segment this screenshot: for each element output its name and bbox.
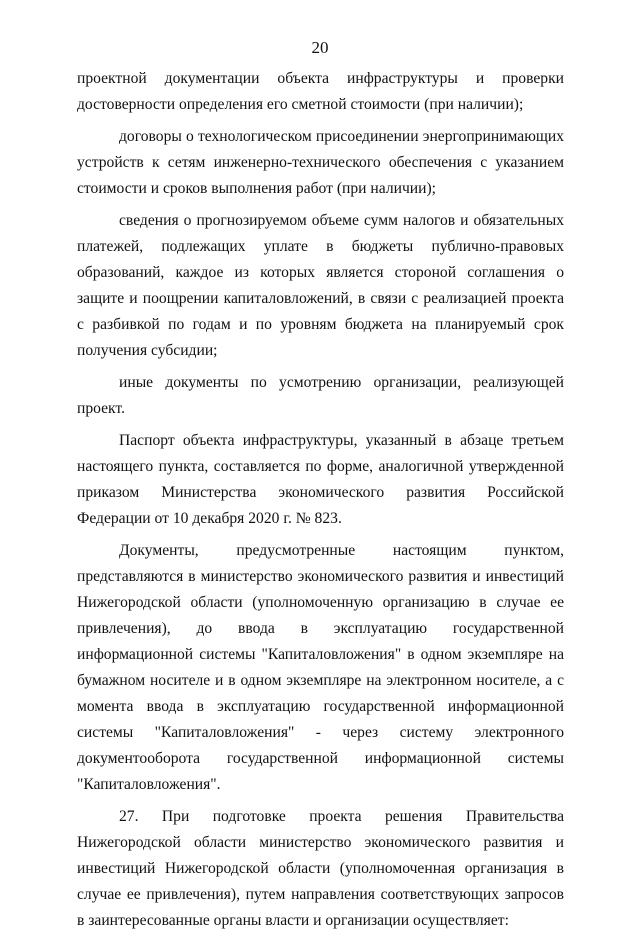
page-number: 20 bbox=[311, 38, 329, 57]
paragraph: иные документы по усмотрению организации, реализующей проект. bbox=[77, 374, 564, 417]
paragraph: договоры о технологическом присоединении энергопринимающих устройств к сетям инженерно-технического обеспечения с указанием стоимости и сроков выполнения работ (при наличии); bbox=[77, 128, 564, 197]
document-body bbox=[77, 66, 564, 934]
paragraph-section-27: 27. При подготовке проекта решения Правительства Нижегородской области министерство экономического развития и инвестиций Нижегородской области (уполномоченная организация в случае ее привлечения), путем направления соответствующих запросов в заинтересованные органы власти и организации осуществляет: bbox=[77, 808, 564, 929]
paragraph: Паспорт объекта инфраструктуры, указанный в абзаце третьем настоящего пункта, составляется по форме, аналогичной утвержденной приказом Министерства экономического развития Российской Федерации от 10 декабря 2020 г. № 823. bbox=[77, 432, 564, 527]
paragraph-continuation: проектной документации объекта инфраструктуры и проверки достоверности определения его сметной стоимости (при наличии); bbox=[77, 70, 564, 113]
paragraph: Документы, предусмотренные настоящим пунктом, представляются в министерство экономического развития и инвестиций Нижегородской области (уполномоченную организацию в случае ее привлечения), до ввода в эксплуатацию государственной информационной системы "Капиталовложения" в одном экземпляре на бумажном носителе и в одном экземпляре на электронном носителе, а с момента ввода в эксплуатацию государственной информационной системы "Капиталовложения" - через систему электронного документооборота государственной информационной системы "Капиталовложения". bbox=[77, 542, 564, 793]
paragraph: сведения о прогнозируемом объеме сумм налогов и обязательных платежей, подлежащих уплате в бюджеты публично-правовых образований, каждое из которых является стороной соглашения о защите и поощрении капиталовложений, в связи с реализацией проекта с разбивкой по годам и по уровням бюджета на планируемый срок получения субсидии; bbox=[77, 212, 564, 359]
